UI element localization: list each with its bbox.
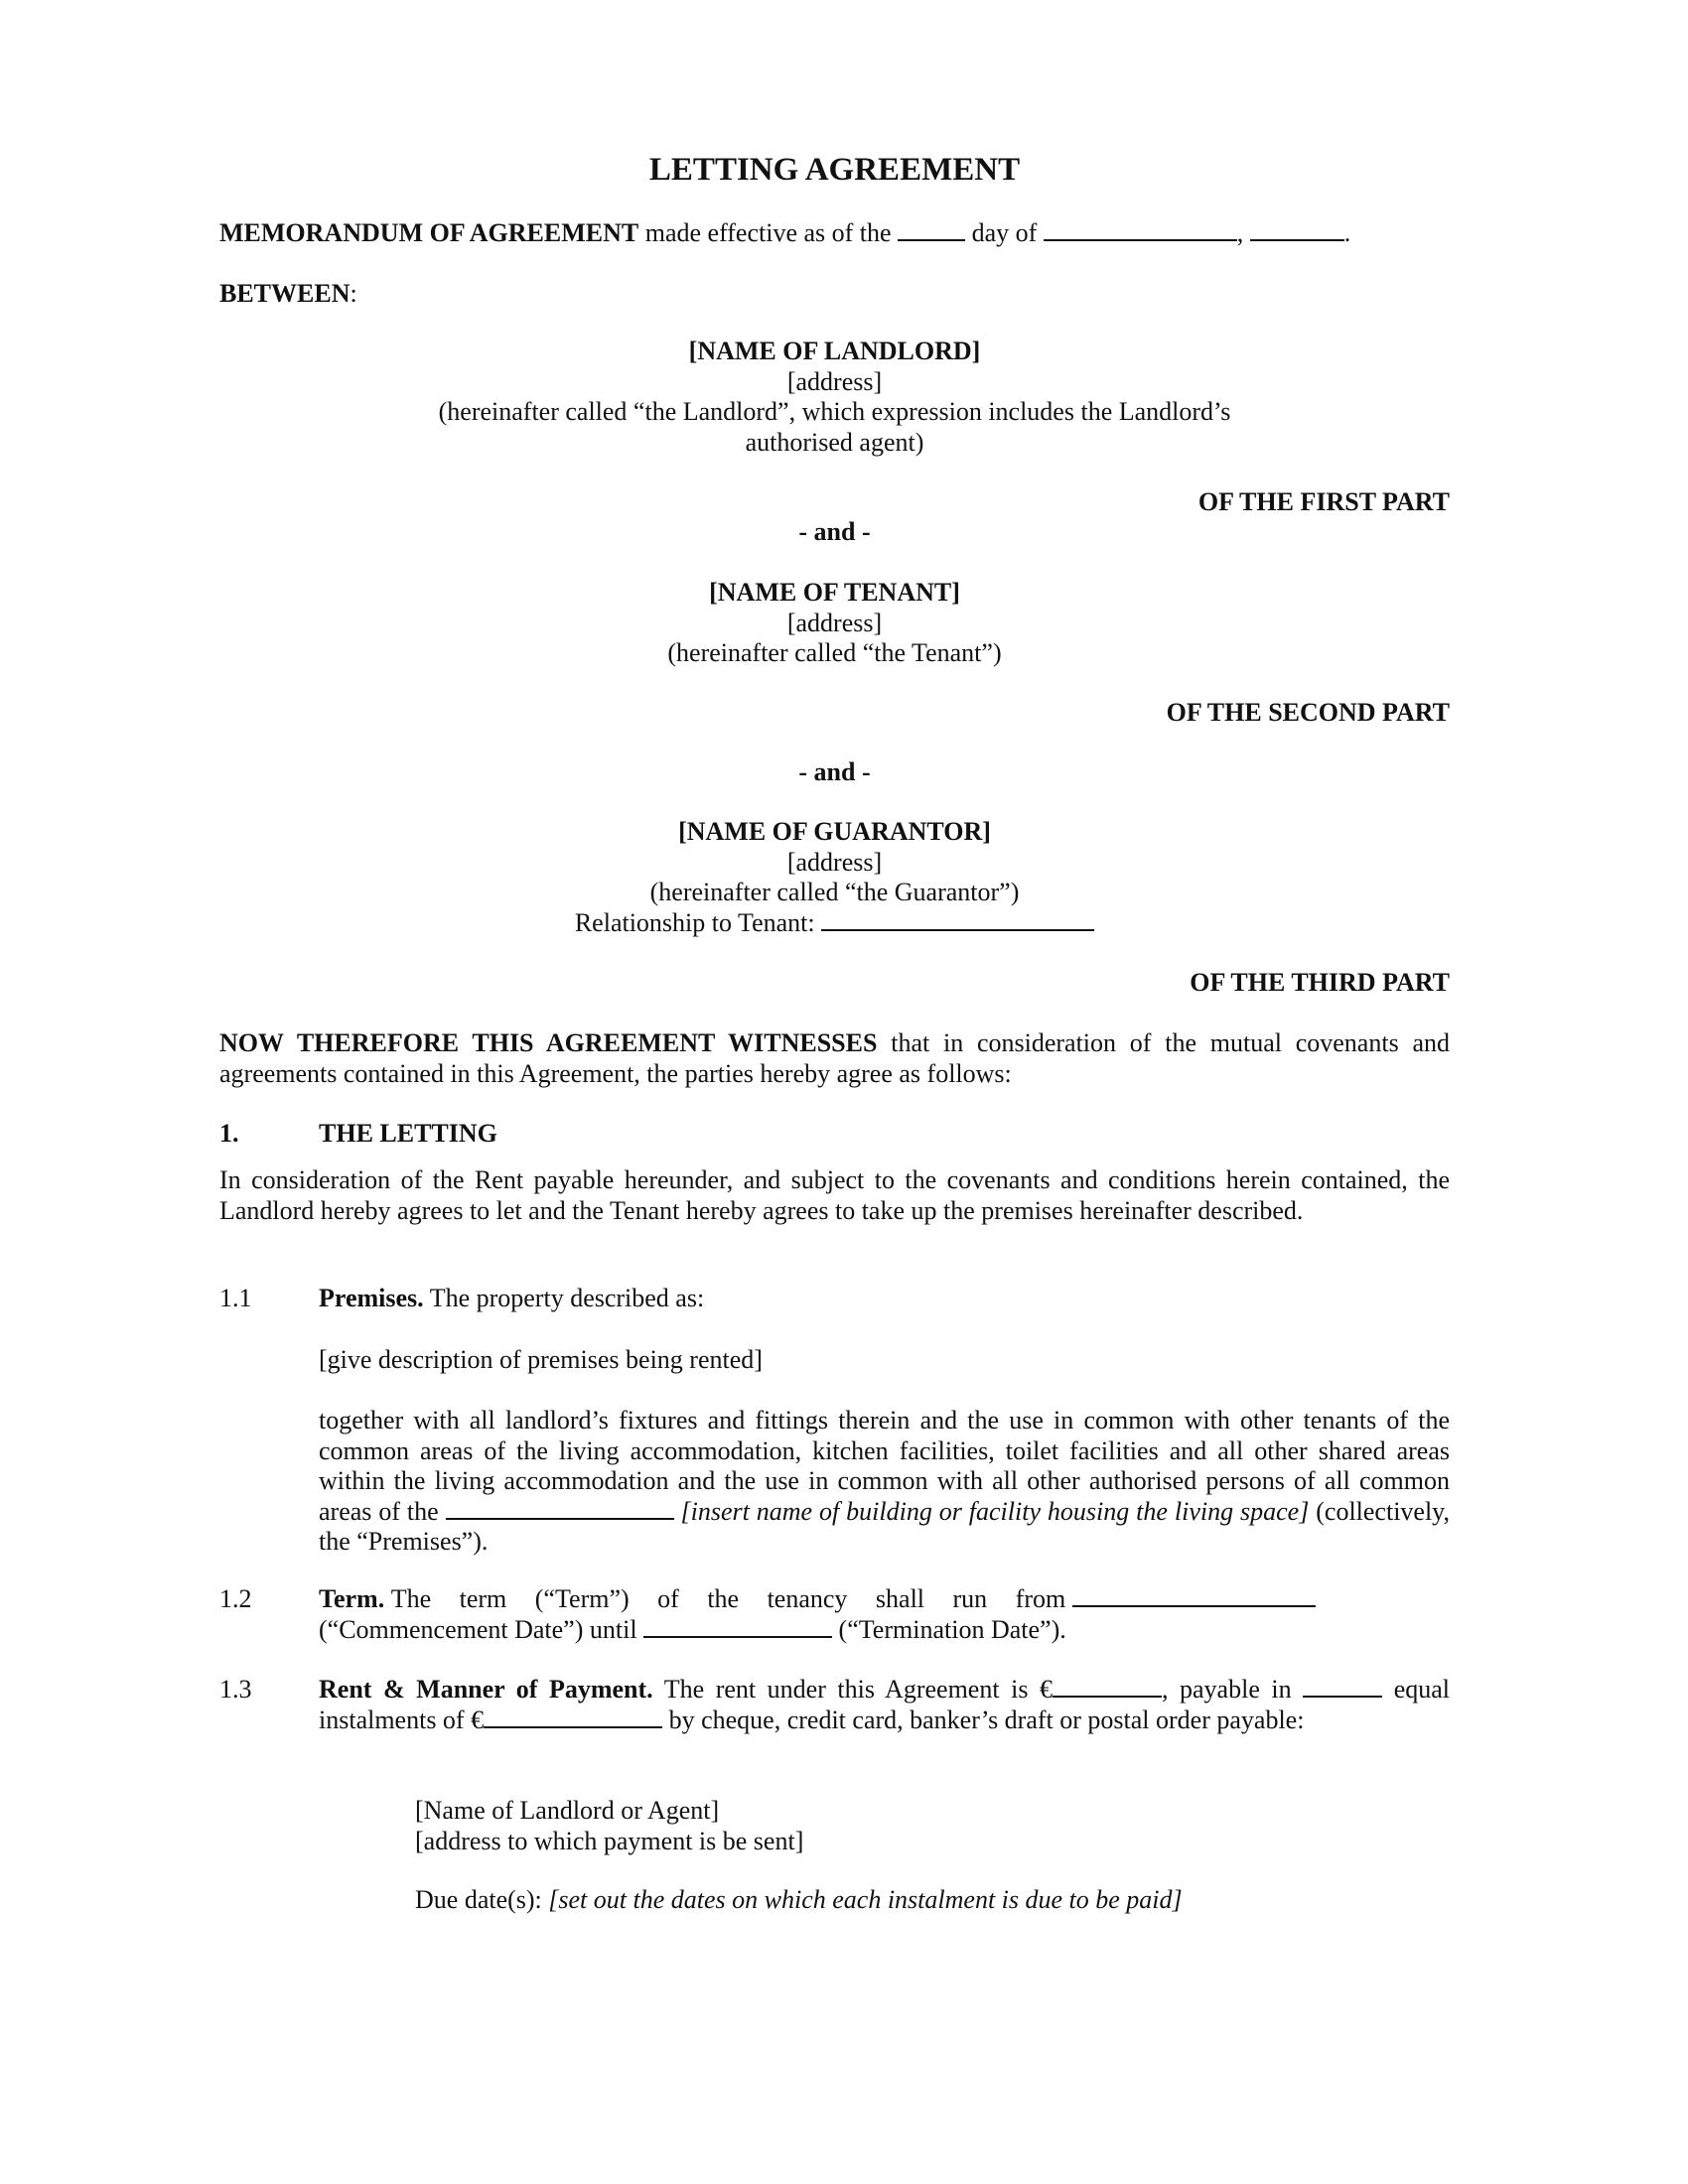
termination-date-blank[interactable]: [643, 1616, 832, 1638]
comma: ,: [1236, 218, 1244, 247]
rent-text: The rent under this Agreement is €: [663, 1675, 1053, 1704]
tenant-definition: (hereinafter called “the Tenant”): [667, 638, 1002, 667]
premises-description-placeholder: [give description of premises being rented]: [319, 1345, 763, 1374]
first-part-label: OF THE FIRST PART: [1197, 487, 1450, 516]
clause-1-1: [219, 1284, 1450, 1314]
due-dates-instruction: [set out the dates on which each instalment is due to be paid]: [548, 1885, 1183, 1914]
section-heading: THE LETTING: [319, 1119, 497, 1148]
section-1-text: In consideration of the Rent payable hereunder, and subject to the covenants and conditions herein contained, the Landlord hereby agrees to let and the Tenant hereby agrees to take up the premises hereinafter described.: [219, 1165, 1450, 1225]
witness-bold: NOW THEREFORE THIS AGREEMENT WITNESSES: [219, 1028, 878, 1057]
rent-text-3: equal instalments of €: [319, 1675, 1451, 1734]
guarantor-definition: (hereinafter called “the Guarantor”): [649, 878, 1020, 906]
tenant-block: [219, 578, 1450, 669]
clause-1-2: [219, 1584, 1450, 1645]
period: .: [1343, 218, 1351, 247]
clause-number: 1.2: [219, 1584, 252, 1613]
commencement-date-blank[interactable]: [1072, 1585, 1316, 1607]
premises-text: together with all landlord’s fixtures and fittings therein and the use in common with other tenants of the common areas of the living accommodation, kitchen facilities, toilet facilities and all other shared areas within the living accommodation and the use in common with all other authorised persons of all common areas of the: [319, 1406, 1450, 1526]
month-blank[interactable]: [1044, 219, 1237, 241]
guarantor-block: [219, 817, 1450, 938]
rent-text-4: by cheque, credit card, banker’s draft or postal order payable:: [668, 1705, 1305, 1734]
tenant-name: [NAME OF TENANT]: [709, 578, 960, 607]
and-separator: - and -: [798, 517, 871, 546]
building-name-blank[interactable]: [446, 1498, 674, 1520]
landlord-block: [219, 337, 1450, 458]
clause-title: Rent & Manner of Payment.: [319, 1675, 653, 1704]
clause-number: 1.1: [219, 1284, 252, 1312]
between-label: BETWEEN: [219, 279, 351, 308]
payee-address-placeholder: [address to which payment is be sent]: [415, 1826, 804, 1855]
year-blank[interactable]: [1250, 219, 1344, 241]
term-text: The term (“Term”) of the tenancy shall run from: [390, 1584, 1066, 1613]
due-dates-line: [415, 1885, 1450, 1916]
tenant-address: [address]: [786, 608, 883, 637]
instalment-count-blank[interactable]: [1303, 1676, 1382, 1698]
witness-paragraph: [219, 1028, 1450, 1089]
document-title: LETTING AGREEMENT: [648, 152, 1021, 188]
term-text-3: (“Termination Date”).: [838, 1614, 1066, 1644]
clause-1-3: [219, 1675, 1450, 1735]
second-part-label: OF THE SECOND PART: [1166, 698, 1450, 727]
landlord-definition-cont: authorised agent): [745, 427, 924, 457]
witness-text: that in consideration of the mutual covenants and agreements contained in this Agreement, the parties hereby agree as follows:: [219, 1028, 1451, 1088]
payee-name-placeholder: [Name of Landlord or Agent]: [415, 1796, 720, 1825]
clause-number: 1.3: [219, 1675, 252, 1704]
clause-title: Term.: [319, 1584, 385, 1613]
clause-title: Premises.: [319, 1284, 424, 1312]
between-colon: :: [350, 279, 357, 308]
guarantor-address: [address]: [786, 847, 883, 877]
landlord-name: [NAME OF LANDLORD]: [688, 337, 981, 365]
rent-amount-blank[interactable]: [1053, 1676, 1162, 1698]
relationship-label: Relationship to Tenant:: [574, 907, 815, 937]
instalment-amount-blank[interactable]: [484, 1706, 662, 1728]
term-text-2: (“Commencement Date”) until: [319, 1614, 637, 1644]
and-separator: - and -: [798, 757, 871, 786]
section-number: 1.: [219, 1119, 239, 1148]
landlord-address: [address]: [786, 366, 883, 396]
day-blank[interactable]: [898, 219, 965, 241]
third-part-label: OF THE THIRD PART: [1190, 968, 1450, 997]
rent-text-2: , payable in: [1161, 1675, 1292, 1704]
memorandum-line: [219, 218, 1450, 249]
section-1-heading: [219, 1119, 1450, 1150]
due-dates-label: Due date(s):: [415, 1885, 542, 1914]
memo-text: made effective as of the: [644, 218, 892, 247]
landlord-definition: (hereinafter called “the Landlord”, which expression includes the Landlord’s: [438, 397, 1231, 426]
clause-text: The property described as:: [429, 1284, 705, 1312]
between-heading: [219, 279, 1450, 310]
guarantor-name: [NAME OF GUARANTOR]: [678, 817, 991, 846]
premises-paragraph: [319, 1406, 1450, 1558]
premises-text-end: (collectively, the “Premises”).: [319, 1496, 1450, 1556]
relationship-blank[interactable]: [821, 909, 1094, 931]
memo-text-day: day of: [971, 218, 1038, 247]
memo-bold: MEMORANDUM OF AGREEMENT: [219, 218, 639, 247]
building-instruction: [insert name of building or facility housing the living space]: [680, 1496, 1310, 1526]
